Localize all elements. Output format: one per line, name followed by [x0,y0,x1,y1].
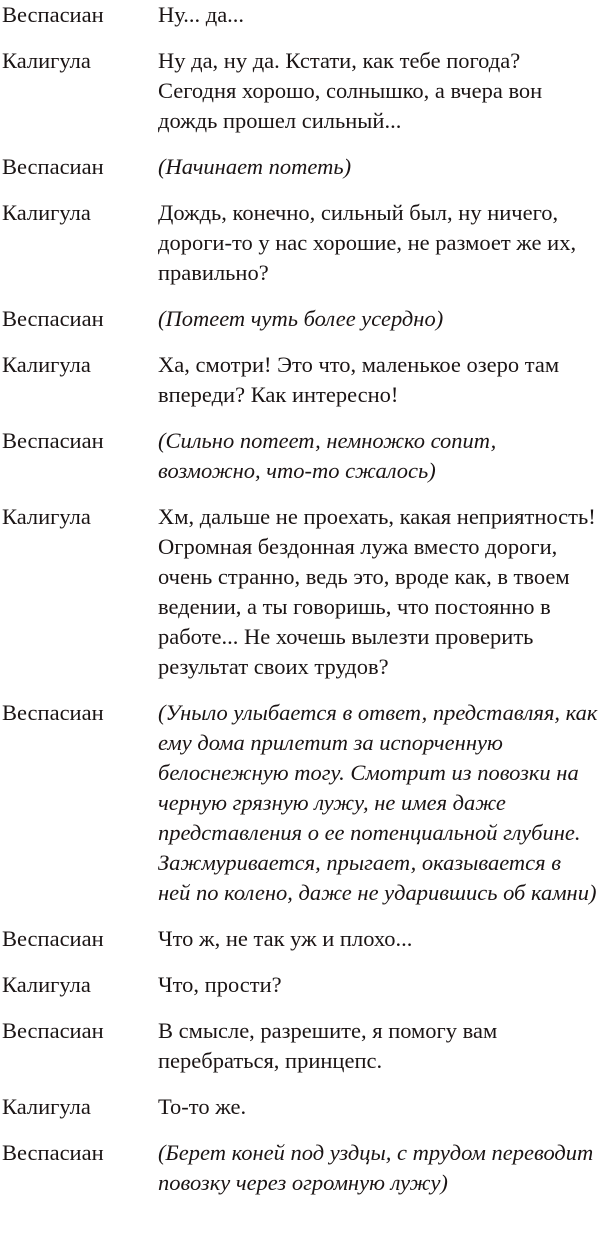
speaker-name: Калигула [2,200,91,225]
dialogue-line: В смысле, разрешите, я помогу вам перебраться, принцепс. [158,1018,498,1073]
dialogue-row [0,1016,600,1076]
speaker-name: Веспасиан [2,306,104,331]
stage-direction: (Начинает потеть) [158,154,352,179]
stage-direction: (Берет коней под уздцы, с трудом переводит повозку через огромную лужу) [158,1140,594,1195]
dialogue-row [0,198,600,288]
dialogue-row [0,304,600,334]
dialogue-line: То-то же. [158,1094,247,1119]
dialogue-row [0,152,600,182]
stage-direction: (Уныло улыбается в ответ, представляя, как ему дома прилетит за испорченную белоснежную тогу. Смотрит из повозки на черную грязную лужу, не имея даже представления о ее потенциальной глубине. Зажмуривается, прыгает, оказывается в ней по колено, даже не ударившись об камни) [158,700,598,905]
speaker-name: Веспасиан [2,154,104,179]
dialogue-line: Дождь, конечно, сильный был, ну ничего, дороги-то у нас хорошие, не размоет же их, правильно? [158,200,577,285]
speaker-name: Калигула [2,1094,91,1119]
speaker-name: Калигула [2,48,91,73]
dialogue-row [0,924,600,954]
speaker-name: Веспасиан [2,1018,104,1043]
speaker-name: Веспасиан [2,700,104,725]
stage-direction: (Сильно потеет, немножко сопит, возможно, что-то сжалось) [158,428,497,483]
stage-direction: (Потеет чуть более усердно) [158,306,444,331]
speaker-name: Веспасиан [2,428,104,453]
dialogue-row [0,46,600,136]
dialogue-row [0,1138,600,1198]
dialogue-line: Ну... да... [158,2,245,27]
dialogue-line: Хм, дальше не проехать, какая неприятность! Огромная бездонная лужа вместо дороги, очень странно, ведь это, вроде как, в твоем ведении, а ты говоришь, что постоянно в работе... Не хочешь вылезти проверить результат своих трудов? [158,504,596,679]
speaker-name: Веспасиан [2,2,104,27]
speaker-name: Веспасиан [2,926,104,951]
speaker-name: Калигула [2,972,91,997]
dialogue-row [0,1092,600,1122]
dialogue-row [0,502,600,682]
dialogue-row [0,350,600,410]
speaker-name: Калигула [2,504,91,529]
dialogue-line: Ну да, ну да. Кстати, как тебе погода? Сегодня хорошо, солнышко, а вчера вон дождь прошел сильный... [158,48,543,133]
dialogue-line: Что, прости? [158,972,282,997]
dialogue-line: Что ж, не так уж и плохо... [158,926,413,951]
dialogue-row [0,698,600,908]
dialogue-line: Ха, смотри! Это что, маленькое озеро там впереди? Как интересно! [158,352,560,407]
speaker-name: Веспасиан [2,1140,104,1165]
dialogue-row [0,0,600,30]
dialogue-row [0,970,600,1000]
dialogue-row [0,426,600,486]
speaker-name: Калигула [2,352,91,377]
